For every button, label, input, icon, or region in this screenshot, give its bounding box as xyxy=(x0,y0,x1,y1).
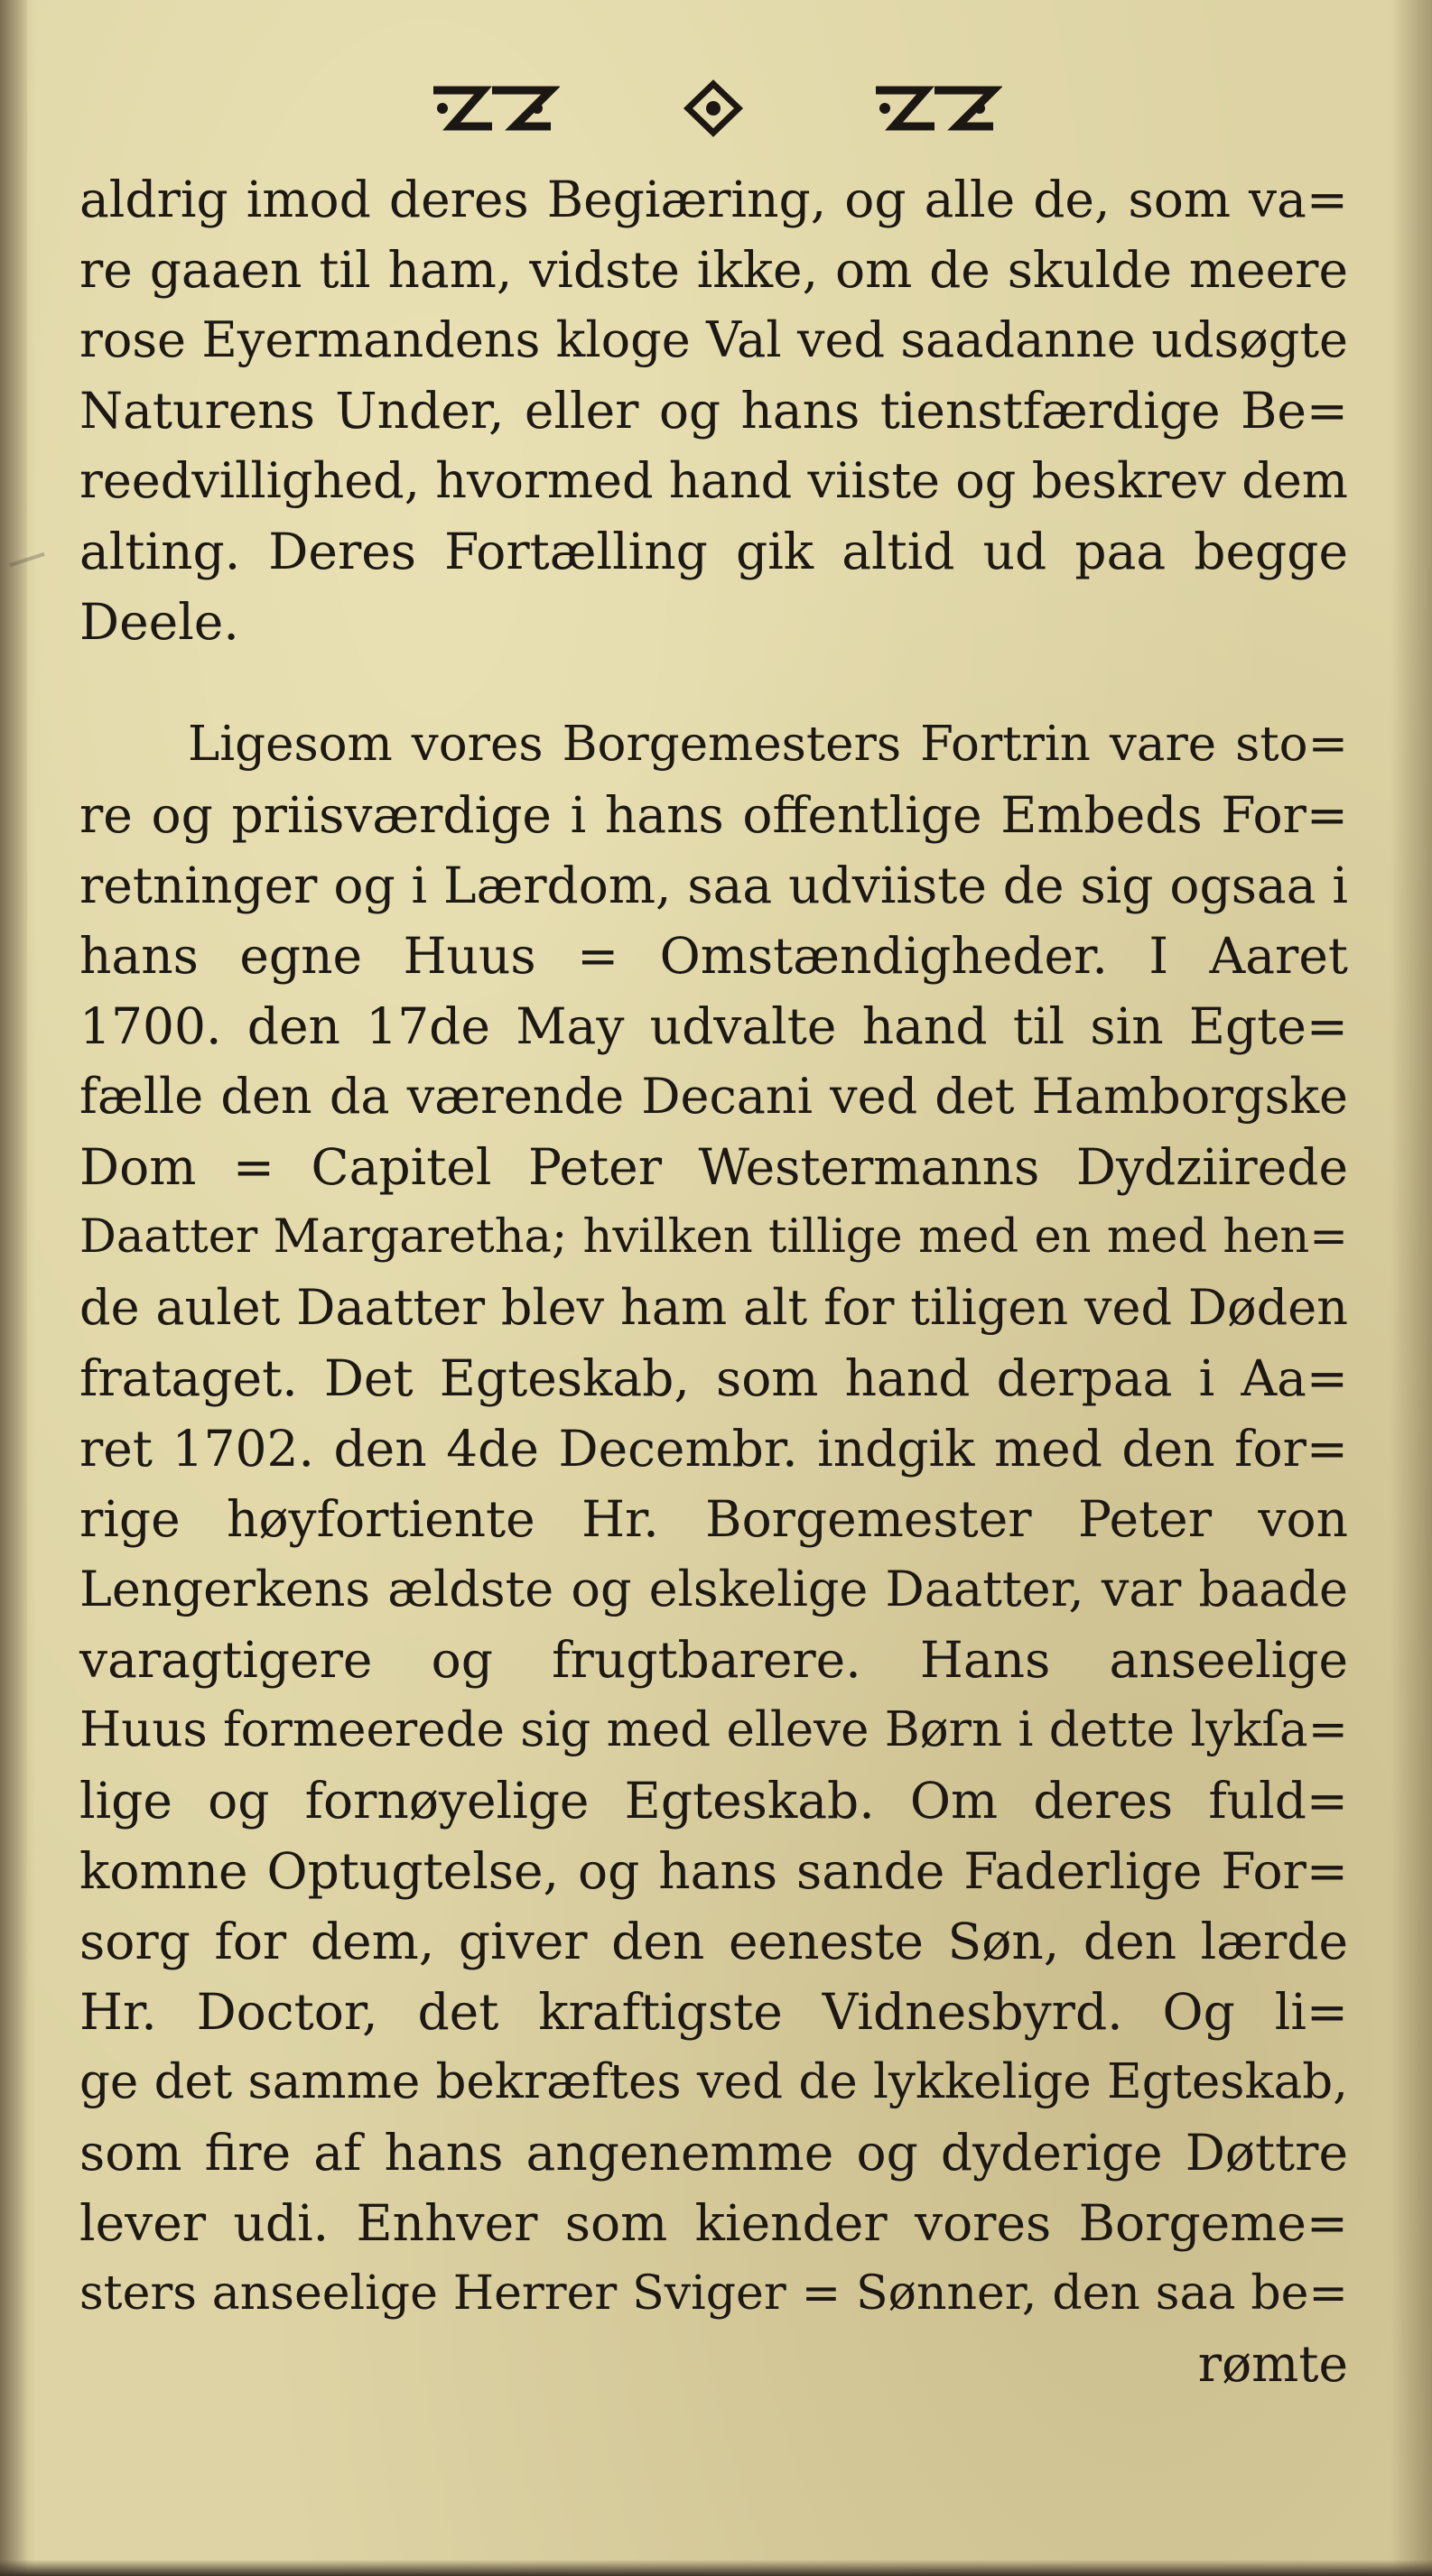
ornament-left-icon xyxy=(424,77,560,140)
text-line: lever udi. Enhver som kiender vores Borgeme= xyxy=(79,2194,1348,2252)
text-line: frataget. Det Egteskab, som hand derpaa i Aa= xyxy=(79,1349,1348,1407)
text-line: fælle den da værende Decani ved det Hamborgske xyxy=(79,1068,1348,1125)
text-line: varagtigere og frugtbarere. Hans anseelige xyxy=(79,1631,1348,1689)
text-line: sters anseelige Herrer Sviger = Sønner, den saa be= xyxy=(79,2266,1348,2321)
text-line: de aulet Daatter blev ham alt for tiligen ved Døden xyxy=(79,1279,1348,1336)
text-line: Lengerkens ældste og elskelige Daatter, var baade xyxy=(79,1561,1348,1617)
text-line: re gaaen til ham, vidste ikke, om de skulde meere xyxy=(79,241,1348,299)
text-line: 1700. den 17de May udvalte hand til sin Egte= xyxy=(79,997,1348,1055)
text-line: retninger og i Lærdom, saa udviiste de sig ogsaa i xyxy=(79,857,1348,914)
text-line: Huus formeerede sig med elleve Børn i dette lykſa= xyxy=(79,1702,1348,1757)
text-line: hans egne Huus = Omstændigheder. I Aaret xyxy=(79,927,1348,985)
paragraph-1 xyxy=(79,164,1348,657)
text-line: alting. Deres Fortælling gik altid ud paa begge xyxy=(79,523,1348,580)
page-gutter xyxy=(0,0,27,2576)
text-line: Dom = Capitel Peter Westermanns Dydziirede xyxy=(79,1138,1348,1196)
text-line: Ligesom vores Borgemesters Fortrin vare sto= xyxy=(188,717,1348,772)
paragraph-2 xyxy=(79,709,1348,2329)
text-line: Hr. Doctor, det kraftigste Vidnesbyrd. Og li= xyxy=(79,1983,1348,2041)
text-line: Daatter Margaretha; hvilken tillige med en med hen= xyxy=(79,1210,1348,1264)
body-text xyxy=(79,164,1348,2399)
header-ornament-row xyxy=(424,72,1002,144)
text-line: aldrig imod deres Begiæring, og alle de, som va= xyxy=(79,171,1348,228)
text-line: ge det samme bekræftes ved de lykkelige Egteskab, xyxy=(79,2054,1348,2109)
text-line: Deele. xyxy=(79,593,239,651)
ornament-center-icon xyxy=(677,77,749,140)
text-line: ret 1702. den 4de Decembr. indgik med den for= xyxy=(79,1420,1348,1478)
text-line: lige og fornøyelige Egteskab. Om deres fuld= xyxy=(79,1772,1348,1830)
text-line: Naturens Under, eller og hans tienstfærdige Be= xyxy=(79,382,1348,440)
text-line: rose Eyermandens kloge Val ved saadanne udsøgte xyxy=(79,311,1348,368)
text-line: som fire af hans angenemme og dyderige Døttre xyxy=(79,2124,1348,2182)
text-line: sorg for dem, giver den eeneste Søn, den lærde xyxy=(79,1913,1348,1970)
text-line: rige høyfortiente Hr. Borgemester Peter von xyxy=(79,1490,1348,1548)
text-line: reedvillighed, hvormed hand viiste og beskrev dem xyxy=(79,452,1348,509)
text-line: re og priisværdige i hans offentlige Embeds For= xyxy=(79,786,1348,844)
catchword: rømte xyxy=(1197,2335,1348,2393)
page-bottom-edge xyxy=(0,2560,1432,2576)
ornament-right-icon xyxy=(867,77,1002,140)
text-line: komne Optugtelse, og hans sande Faderlige For= xyxy=(79,1842,1348,1900)
